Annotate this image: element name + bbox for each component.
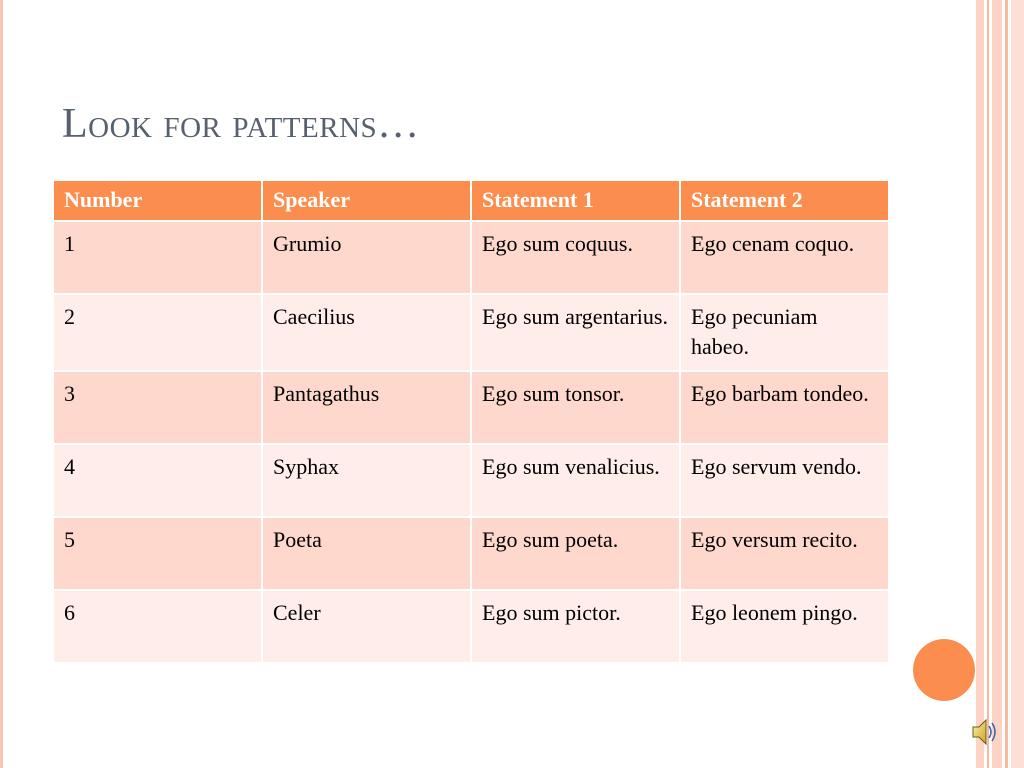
header-statement-1: Statement 1 xyxy=(471,180,680,221)
cell-statement-1: Ego sum tonsor. xyxy=(471,371,680,444)
cell-statement-2: Ego cenam coquo. xyxy=(680,221,889,294)
cell-statement-2: Ego barbam tondeo. xyxy=(680,371,889,444)
cell-statement-1: Ego sum argentarius. xyxy=(471,294,680,371)
cell-number: 4 xyxy=(53,444,262,517)
cell-speaker: Caecilius xyxy=(262,294,471,371)
table-row xyxy=(53,221,889,294)
table-row xyxy=(53,294,889,371)
cell-number: 5 xyxy=(53,517,262,590)
table-row xyxy=(53,444,889,517)
orange-circle-icon xyxy=(913,639,975,701)
cell-statement-2: Ego servum vendo. xyxy=(680,444,889,517)
cell-speaker: Pantagathus xyxy=(262,371,471,444)
table-row xyxy=(53,517,889,590)
slide-title: Look for patterns… xyxy=(62,101,420,147)
cell-statement-1: Ego sum pictor. xyxy=(471,590,680,663)
cell-number: 1 xyxy=(53,221,262,294)
patterns-table xyxy=(52,179,890,664)
header-speaker: Speaker xyxy=(262,180,471,221)
table-row xyxy=(53,371,889,444)
cell-statement-2: Ego versum recito. xyxy=(680,517,889,590)
cell-statement-2: Ego leonem pingo. xyxy=(680,590,889,663)
header-statement-2: Statement 2 xyxy=(680,180,889,221)
cell-statement-1: Ego sum poeta. xyxy=(471,517,680,590)
cell-number: 2 xyxy=(53,294,262,371)
cell-speaker: Poeta xyxy=(262,517,471,590)
cell-statement-1: Ego sum coquus. xyxy=(471,221,680,294)
slide-left-border xyxy=(0,0,3,768)
cell-speaker: Syphax xyxy=(262,444,471,517)
table-header-row xyxy=(53,180,889,221)
decorative-stripes xyxy=(974,0,1024,768)
header-number: Number xyxy=(53,180,262,221)
speaker-icon[interactable] xyxy=(970,714,1000,750)
cell-number: 3 xyxy=(53,371,262,444)
cell-statement-2: Ego pecuniam habeo. xyxy=(680,294,889,371)
table-row xyxy=(53,590,889,663)
cell-speaker: Grumio xyxy=(262,221,471,294)
cell-speaker: Celer xyxy=(262,590,471,663)
cell-number: 6 xyxy=(53,590,262,663)
cell-statement-1: Ego sum venalicius. xyxy=(471,444,680,517)
